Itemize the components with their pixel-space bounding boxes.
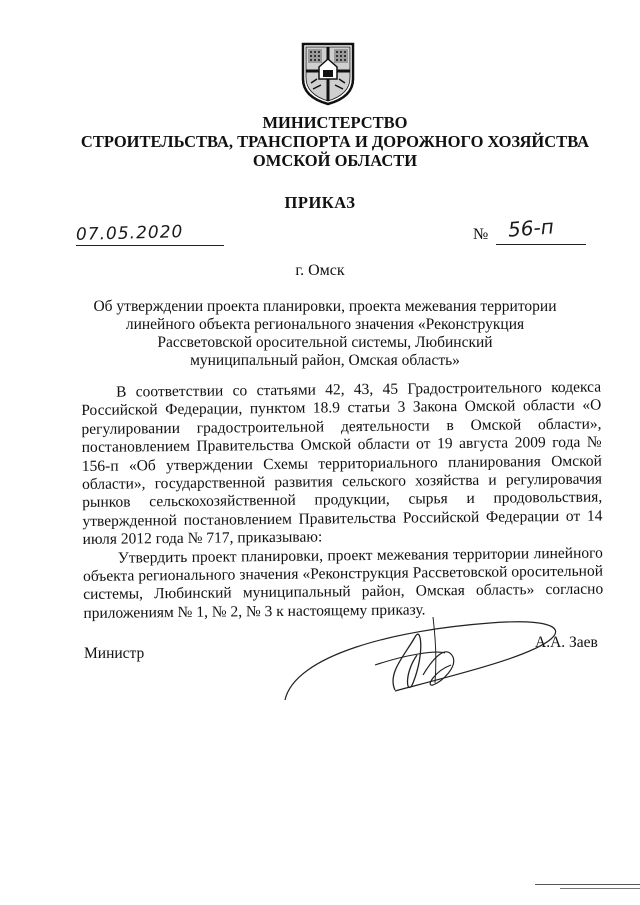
ministry-name — [60, 113, 610, 170]
scan-edge-line — [560, 888, 640, 889]
subject-line: Об утверждении проекта планировки, проекта межевания территории — [93, 298, 557, 315]
number-underline — [496, 244, 586, 245]
body-paragraph: В соответствии со статьями 42, 43, 45 Градостроительного кодекса Российской Федерации, пунктом 18.9 статьи 3 Закона Омской области «О регулировании градостроительной деятельности в Омской области», постановлением Правительства Омской области от 19 августа 2009 года № 156-п «Об утверждении Схемы территориального планирования Омской области», государственной развития сельского хозяйства и регулировачия рынков сельскохозяйственной продукции, сырья и продовольствия, утвержденной постановлением Правительства Российской Федерации от 14 июля 2012 года № 717, приказываю: — [81, 378, 603, 549]
number-label: № — [473, 226, 489, 243]
signer-position: Министр — [84, 645, 145, 662]
document-type: ПРИКАЗ — [284, 193, 356, 212]
subject-line: линейного объекта регионального значения «Реконструкция — [125, 316, 525, 333]
body-paragraph: Утвердить проект планировки, проект межевания территории линейного объекта регионального значения «Реконструкция Рассветовской оросительной системы, Любинский муниципальный район, Омская область» согласно приложениям № 1, № 2, № 3 к настоящему приказу. — [82, 544, 604, 622]
signer-name: А.А. Заев — [535, 634, 598, 651]
coat-of-arms-icon — [299, 41, 357, 107]
order-date: 07.05.2020 — [75, 222, 184, 245]
subject-line: муниципальный район, Омская область» — [190, 352, 460, 369]
order-number: 56-п — [507, 214, 555, 242]
subject-line: Рассветовской оросительной системы, Любинский — [157, 334, 493, 351]
date-underline — [76, 245, 224, 246]
order-body — [81, 379, 603, 624]
order-subject — [90, 298, 560, 370]
ministry-line: МИНИСТЕРСТВО — [262, 113, 408, 132]
city: г. Омск — [295, 262, 345, 279]
scan-edge-line — [535, 884, 640, 885]
ministry-line: ОМСКОЙ ОБЛАСТИ — [252, 151, 418, 170]
handwritten-signature-icon — [275, 595, 575, 715]
ministry-line: СТРОИТЕЛЬСТВА, ТРАНСПОРТА И ДОРОЖНОГО ХОЗЯЙСТВА — [80, 132, 590, 151]
